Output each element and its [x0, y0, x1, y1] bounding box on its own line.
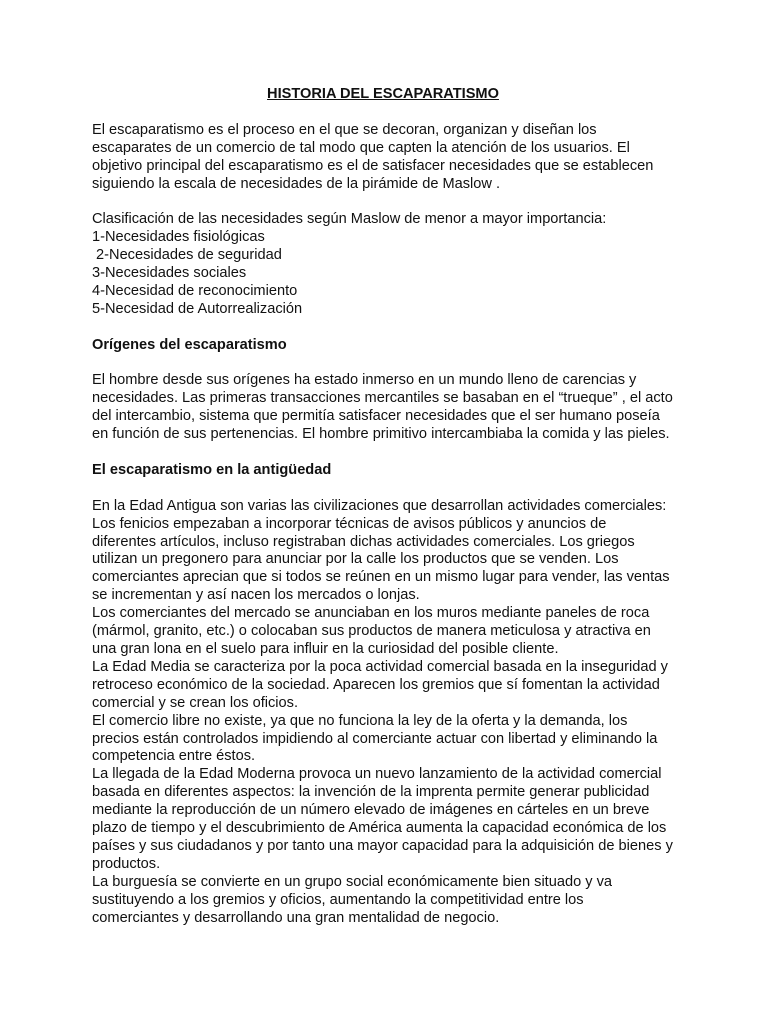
antiquity-paragraph: El comercio libre no existe, ya que no funciona la ley de la oferta y la demanda, los precios están controlados impidiendo al comerciante actuar con libertad y eliminando la competencia entre éstos. — [92, 712, 658, 765]
spacer — [92, 193, 674, 211]
antiquity-paragraph: En la Edad Antigua son varias las civilizaciones que desarrollan actividades comerciales: Los fenicios empezaban a incorporar técnicas de avisos públicos y anuncios de diferentes artículos, incluso registraban dichas actividades comerciales. Los griegos utilizan un pregonero para anunciar por la calle los productos que se venden. Los comerciantes aprecian que si todos se reúnen en un mismo lugar para vender, las ventas se incrementan y así nacen los mercados o lonjas. — [92, 497, 670, 604]
spacer — [92, 355, 674, 373]
classification-intro: Clasificación de las necesidades según Maslow de menor a mayor importancia: — [92, 211, 607, 228]
antiquity-paragraph: La burguesía se convierte en un grupo social económicamente bien situado y va sustituyendo a los gremios y oficios, aumentando la competitividad entre los comerciantes y desarrollando una gran mentalidad de negocio. — [92, 873, 613, 926]
document-title: HISTORIA DEL ESCAPARATISMO — [267, 86, 499, 102]
antiquity-paragraph: La Edad Media se caracteriza por la poca actividad comercial basada en la inseguridad y retroceso económico de la sociedad. Aparecen los gremios que sí fomentan la actividad comercial y se crean los oficios. — [92, 658, 668, 711]
document-page — [92, 86, 674, 928]
origins-paragraph: El hombre desde sus orígenes ha estado inmerso en un mundo lleno de carencias y necesidades. Las primeras transacciones mercantiles se basaban en el “trueque” , el acto del intercambio, sistema que permitía satisfacer necesidades que el ser humano poseía en función de sus pertenencias. El hombre primitivo intercambiaba la comida y las pieles. — [92, 372, 673, 443]
spacer — [92, 480, 674, 498]
list-item: 2-Necesidades de seguridad — [92, 247, 282, 264]
spacer — [92, 444, 674, 462]
list-item: 4-Necesidad de reconocimiento — [92, 282, 298, 299]
list-item: 5-Necesidad de Autorrealización — [92, 300, 303, 317]
list-item: 1-Necesidades fisiológicas — [92, 229, 265, 246]
antiquity-paragraph: Los comerciantes del mercado se anunciaban en los muros mediante paneles de roca (mármol, granito, etc.) o colocaban sus productos de manera meticulosa y atractiva en una gran lona en el suelo para influir en la curiosidad del posible cliente. — [92, 605, 651, 657]
heading-antiquity: El escaparatismo en la antigüedad — [92, 461, 332, 478]
list-item: 3-Necesidades sociales — [92, 265, 247, 282]
spacer — [92, 319, 674, 337]
heading-origins: Orígenes del escaparatismo — [92, 336, 287, 353]
intro-paragraph: El escaparatismo es el proceso en el que se decoran, organizan y diseñan los escaparates de un comercio de tal modo que capten la atención de los usuarios. El objetivo principal del escaparatismo es el de satisfacer necesidades que se establecen siguiendo la escala de necesidades de la pirámide de Maslow . — [92, 121, 654, 192]
needs-list — [92, 229, 674, 319]
antiquity-paragraph: La llegada de la Edad Moderna provoca un nuevo lanzamiento de la actividad comercial basada en diferentes aspectos: la invención de la imprenta permite generar publicidad mediante la reproducción de un número elevado de imágenes en cárteles en un breve plazo de tiempo y el descubrimiento de América aumenta la capacidad económica de los países y sus ciudadanos y por tanto una mayor capacidad para la adquisición de bienes y productos. — [92, 766, 673, 872]
